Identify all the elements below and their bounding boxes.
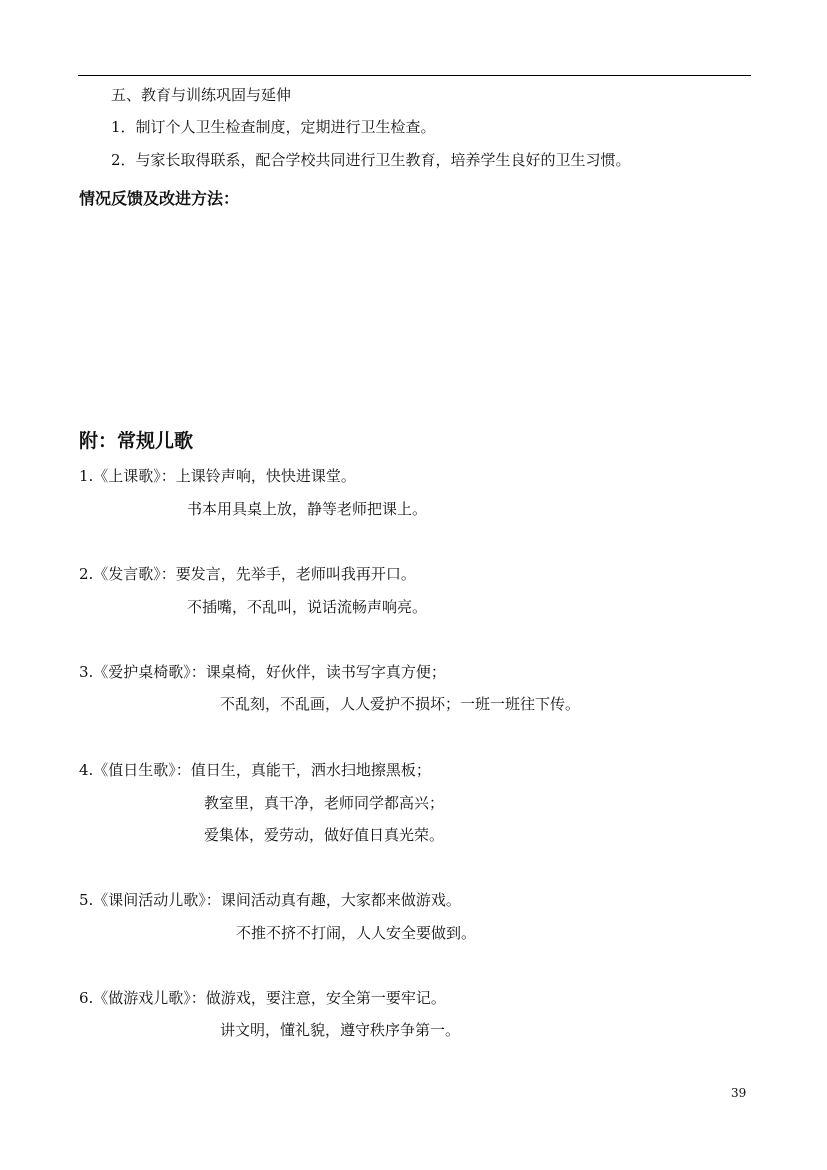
song-3-title: 3.《爱护桌椅歌》：课桌椅，好伙伴，读书写字真方便； [79,663,446,681]
song-3-line-1: 不乱刻，不乱画，人人爱护不损坏；一班一班往下传。 [220,695,581,713]
song-4-line-1: 教室里，真干净，老师同学都高兴； [204,794,445,812]
song-2-title: 2.《发言歌》：要发言，先举手，老师叫我再开口。 [79,565,416,583]
song-2-line-1: 不插嘴，不乱叫，说话流畅声响亮。 [187,598,428,616]
song-1-line-1: 书本用具桌上放，静等老师把课上。 [187,500,428,518]
feedback-heading: 情况反馈及改进方法： [79,189,240,208]
section5-item-1: 1．制订个人卫生检查制度，定期进行卫生检查。 [111,118,436,136]
song-5-title: 5.《课间活动儿歌》：课间活动真有趣，大家都来做游戏。 [79,891,461,909]
song-1-title: 1.《上课歌》：上课铃声响，快快进课堂。 [79,467,356,485]
section5-item-2: 2．与家长取得联系，配合学校共同进行卫生教育，培养学生良好的卫生习惯。 [111,151,631,169]
appendix-heading: 附：常规儿歌 [79,430,194,452]
song-4-title: 4.《值日生歌》：值日生，真能干，洒水扫地擦黑板； [79,761,431,779]
section5-heading: 五、教育与训练巩固与延伸 [111,86,292,104]
song-4-line-2: 爱集体，爱劳动，做好值日真光荣。 [204,826,445,844]
header-rule [78,75,751,76]
song-6-line-1: 讲文明，懂礼貌，遵守秩序争第一。 [220,1021,461,1039]
song-6-title: 6.《做游戏儿歌》：做游戏，要注意，安全第一要牢记。 [79,989,446,1007]
song-5-line-1: 不推不挤不打闹，人人安全要做到。 [236,924,477,942]
page-number: 39 [731,1086,747,1100]
